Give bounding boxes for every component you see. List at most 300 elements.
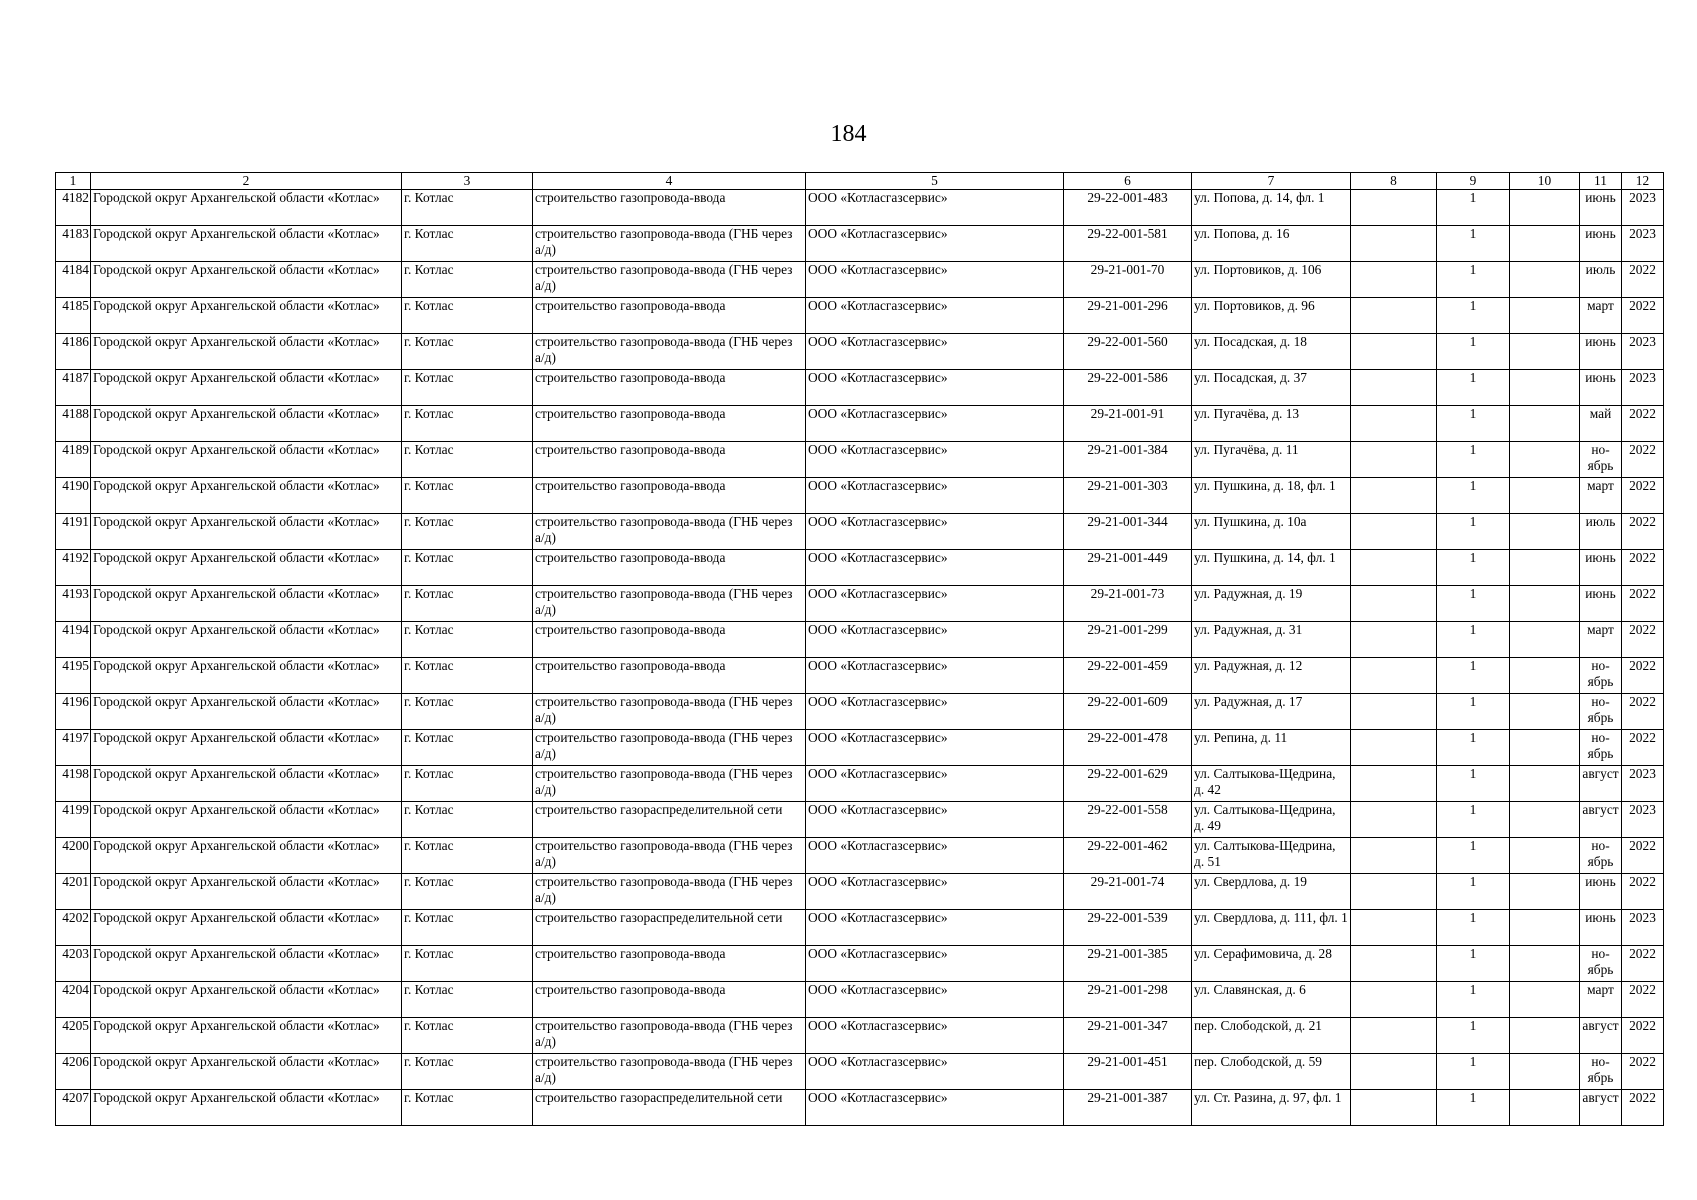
month-cell: но-ябрь <box>1580 658 1622 694</box>
column-8-cell <box>1351 370 1437 406</box>
column-8-cell <box>1351 838 1437 874</box>
district-cell: Городской округ Архангельской области «Котлас» <box>91 874 402 910</box>
column-10-cell <box>1510 550 1580 586</box>
column-8-cell <box>1351 406 1437 442</box>
column-header: 11 <box>1580 173 1622 190</box>
city-cell: г. Котлас <box>402 190 533 226</box>
column-header: 7 <box>1192 173 1351 190</box>
quantity-cell: 1 <box>1437 622 1510 658</box>
address-cell: ул. Радужная, д. 17 <box>1192 694 1351 730</box>
year-cell: 2023 <box>1622 226 1664 262</box>
organization-cell: ООО «Котласгазсервис» <box>806 298 1064 334</box>
object-code-cell: 29-22-001-560 <box>1064 334 1192 370</box>
column-8-cell <box>1351 190 1437 226</box>
address-cell: ул. Салтыкова-Щедрина, д. 49 <box>1192 802 1351 838</box>
row-number-cell: 4197 <box>56 730 91 766</box>
district-cell: Городской округ Архангельской области «Котлас» <box>91 1018 402 1054</box>
month-cell: июнь <box>1580 190 1622 226</box>
column-8-cell <box>1351 514 1437 550</box>
year-cell: 2022 <box>1622 406 1664 442</box>
column-8-cell <box>1351 622 1437 658</box>
organization-cell: ООО «Котласгазсервис» <box>806 946 1064 982</box>
table-row <box>56 982 1664 1018</box>
column-10-cell <box>1510 730 1580 766</box>
row-number-cell: 4191 <box>56 514 91 550</box>
column-10-cell <box>1510 406 1580 442</box>
column-8-cell <box>1351 478 1437 514</box>
table-row <box>56 406 1664 442</box>
row-number-cell: 4207 <box>56 1090 91 1126</box>
month-cell: июль <box>1580 262 1622 298</box>
quantity-cell: 1 <box>1437 1018 1510 1054</box>
year-cell: 2023 <box>1622 190 1664 226</box>
quantity-cell: 1 <box>1437 226 1510 262</box>
table-row <box>56 370 1664 406</box>
object-code-cell: 29-21-001-73 <box>1064 586 1192 622</box>
district-cell: Городской округ Архангельской области «Котлас» <box>91 730 402 766</box>
column-10-cell <box>1510 1090 1580 1126</box>
table-row <box>56 550 1664 586</box>
object-code-cell: 29-22-001-558 <box>1064 802 1192 838</box>
object-code-cell: 29-21-001-91 <box>1064 406 1192 442</box>
column-header: 2 <box>91 173 402 190</box>
column-header: 8 <box>1351 173 1437 190</box>
quantity-cell: 1 <box>1437 982 1510 1018</box>
organization-cell: ООО «Котласгазсервис» <box>806 370 1064 406</box>
year-cell: 2022 <box>1622 514 1664 550</box>
work-type-cell: строительство газораспределительной сети <box>533 1090 806 1126</box>
district-cell: Городской округ Архангельской области «Котлас» <box>91 550 402 586</box>
row-number-cell: 4206 <box>56 1054 91 1090</box>
district-cell: Городской округ Архангельской области «Котлас» <box>91 658 402 694</box>
work-type-cell: строительство газопровода-ввода <box>533 622 806 658</box>
address-cell: ул. Пушкина, д. 14, фл. 1 <box>1192 550 1351 586</box>
address-cell: ул. Портовиков, д. 96 <box>1192 298 1351 334</box>
district-cell: Городской округ Архангельской области «Котлас» <box>91 334 402 370</box>
table-row <box>56 802 1664 838</box>
column-header: 3 <box>402 173 533 190</box>
column-10-cell <box>1510 586 1580 622</box>
quantity-cell: 1 <box>1437 838 1510 874</box>
column-header: 10 <box>1510 173 1580 190</box>
district-cell: Городской округ Архангельской области «Котлас» <box>91 694 402 730</box>
column-8-cell <box>1351 550 1437 586</box>
month-cell: июнь <box>1580 334 1622 370</box>
month-cell: но-ябрь <box>1580 694 1622 730</box>
row-number-cell: 4203 <box>56 946 91 982</box>
column-8-cell <box>1351 1090 1437 1126</box>
organization-cell: ООО «Котласгазсервис» <box>806 514 1064 550</box>
month-cell: но-ябрь <box>1580 730 1622 766</box>
quantity-cell: 1 <box>1437 442 1510 478</box>
work-type-cell: строительство газораспределительной сети <box>533 802 806 838</box>
work-type-cell: строительство газопровода-ввода <box>533 442 806 478</box>
city-cell: г. Котлас <box>402 442 533 478</box>
column-10-cell <box>1510 694 1580 730</box>
table-body <box>56 190 1664 1126</box>
object-code-cell: 29-22-001-581 <box>1064 226 1192 262</box>
column-10-cell <box>1510 226 1580 262</box>
object-code-cell: 29-21-001-296 <box>1064 298 1192 334</box>
table-row <box>56 730 1664 766</box>
organization-cell: ООО «Котласгазсервис» <box>806 478 1064 514</box>
organization-cell: ООО «Котласгазсервис» <box>806 586 1064 622</box>
column-8-cell <box>1351 1018 1437 1054</box>
column-header: 6 <box>1064 173 1192 190</box>
city-cell: г. Котлас <box>402 802 533 838</box>
object-code-cell: 29-21-001-384 <box>1064 442 1192 478</box>
district-cell: Городской округ Архангельской области «Котлас» <box>91 838 402 874</box>
district-cell: Городской округ Архангельской области «Котлас» <box>91 370 402 406</box>
month-cell: март <box>1580 622 1622 658</box>
work-type-cell: строительство газопровода-ввода (ГНБ через а/д) <box>533 514 806 550</box>
address-cell: ул. Пушкина, д. 10а <box>1192 514 1351 550</box>
city-cell: г. Котлас <box>402 226 533 262</box>
quantity-cell: 1 <box>1437 1090 1510 1126</box>
address-cell: ул. Ст. Разина, д. 97, фл. 1 <box>1192 1090 1351 1126</box>
year-cell: 2022 <box>1622 838 1664 874</box>
city-cell: г. Котлас <box>402 586 533 622</box>
work-type-cell: строительство газопровода-ввода <box>533 946 806 982</box>
column-8-cell <box>1351 766 1437 802</box>
organization-cell: ООО «Котласгазсервис» <box>806 838 1064 874</box>
organization-cell: ООО «Котласгазсервис» <box>806 874 1064 910</box>
column-10-cell <box>1510 334 1580 370</box>
organization-cell: ООО «Котласгазсервис» <box>806 190 1064 226</box>
object-code-cell: 29-21-001-303 <box>1064 478 1192 514</box>
object-code-cell: 29-22-001-629 <box>1064 766 1192 802</box>
district-cell: Городской округ Архангельской области «Котлас» <box>91 802 402 838</box>
table-row <box>56 514 1664 550</box>
column-8-cell <box>1351 730 1437 766</box>
month-cell: но-ябрь <box>1580 946 1622 982</box>
column-10-cell <box>1510 910 1580 946</box>
column-10-cell <box>1510 1054 1580 1090</box>
organization-cell: ООО «Котласгазсервис» <box>806 802 1064 838</box>
address-cell: ул. Славянская, д. 6 <box>1192 982 1351 1018</box>
work-type-cell: строительство газопровода-ввода (ГНБ через а/д) <box>533 1018 806 1054</box>
work-type-cell: строительство газопровода-ввода (ГНБ через а/д) <box>533 226 806 262</box>
organization-cell: ООО «Котласгазсервис» <box>806 550 1064 586</box>
month-cell: июль <box>1580 514 1622 550</box>
column-8-cell <box>1351 334 1437 370</box>
address-cell: ул. Свердлова, д. 111, фл. 1 <box>1192 910 1351 946</box>
year-cell: 2022 <box>1622 586 1664 622</box>
district-cell: Городской округ Архангельской области «Котлас» <box>91 442 402 478</box>
district-cell: Городской округ Архангельской области «Котлас» <box>91 946 402 982</box>
organization-cell: ООО «Котласгазсервис» <box>806 262 1064 298</box>
row-number-cell: 4200 <box>56 838 91 874</box>
work-type-cell: строительство газопровода-ввода (ГНБ через а/д) <box>533 838 806 874</box>
address-cell: ул. Салтыкова-Щедрина, д. 42 <box>1192 766 1351 802</box>
row-number-cell: 4193 <box>56 586 91 622</box>
year-cell: 2022 <box>1622 478 1664 514</box>
object-code-cell: 29-21-001-385 <box>1064 946 1192 982</box>
address-cell: ул. Радужная, д. 12 <box>1192 658 1351 694</box>
row-number-cell: 4202 <box>56 910 91 946</box>
organization-cell: ООО «Котласгазсервис» <box>806 694 1064 730</box>
year-cell: 2023 <box>1622 334 1664 370</box>
address-cell: ул. Попова, д. 14, фл. 1 <box>1192 190 1351 226</box>
table-row <box>56 442 1664 478</box>
work-type-cell: строительство газопровода-ввода <box>533 406 806 442</box>
district-cell: Городской округ Архангельской области «Котлас» <box>91 586 402 622</box>
object-code-cell: 29-22-001-539 <box>1064 910 1192 946</box>
district-cell: Городской округ Архангельской области «Котлас» <box>91 622 402 658</box>
address-cell: ул. Салтыкова-Щедрина, д. 51 <box>1192 838 1351 874</box>
row-number-cell: 4194 <box>56 622 91 658</box>
address-cell: пер. Слободской, д. 59 <box>1192 1054 1351 1090</box>
table-row <box>56 694 1664 730</box>
district-cell: Городской округ Архангельской области «Котлас» <box>91 226 402 262</box>
month-cell: июнь <box>1580 586 1622 622</box>
year-cell: 2022 <box>1622 550 1664 586</box>
district-cell: Городской округ Архангельской области «Котлас» <box>91 406 402 442</box>
district-cell: Городской округ Архангельской области «Котлас» <box>91 910 402 946</box>
column-10-cell <box>1510 946 1580 982</box>
column-8-cell <box>1351 802 1437 838</box>
work-type-cell: строительство газопровода-ввода (ГНБ через а/д) <box>533 334 806 370</box>
city-cell: г. Котлас <box>402 838 533 874</box>
organization-cell: ООО «Котласгазсервис» <box>806 1054 1064 1090</box>
column-8-cell <box>1351 442 1437 478</box>
quantity-cell: 1 <box>1437 190 1510 226</box>
district-cell: Городской округ Архангельской области «Котлас» <box>91 982 402 1018</box>
organization-cell: ООО «Котласгазсервис» <box>806 406 1064 442</box>
city-cell: г. Котлас <box>402 910 533 946</box>
city-cell: г. Котлас <box>402 478 533 514</box>
city-cell: г. Котлас <box>402 1054 533 1090</box>
month-cell: март <box>1580 982 1622 1018</box>
table-row <box>56 478 1664 514</box>
object-code-cell: 29-22-001-586 <box>1064 370 1192 406</box>
column-10-cell <box>1510 298 1580 334</box>
city-cell: г. Котлас <box>402 370 533 406</box>
quantity-cell: 1 <box>1437 334 1510 370</box>
column-8-cell <box>1351 874 1437 910</box>
row-number-cell: 4182 <box>56 190 91 226</box>
address-cell: ул. Посадская, д. 18 <box>1192 334 1351 370</box>
year-cell: 2022 <box>1622 298 1664 334</box>
column-8-cell <box>1351 586 1437 622</box>
city-cell: г. Котлас <box>402 766 533 802</box>
city-cell: г. Котлас <box>402 874 533 910</box>
year-cell: 2022 <box>1622 874 1664 910</box>
row-number-cell: 4190 <box>56 478 91 514</box>
district-cell: Городской округ Архангельской области «Котлас» <box>91 766 402 802</box>
address-cell: ул. Посадская, д. 37 <box>1192 370 1351 406</box>
row-number-cell: 4205 <box>56 1018 91 1054</box>
row-number-cell: 4199 <box>56 802 91 838</box>
column-10-cell <box>1510 658 1580 694</box>
month-cell: но-ябрь <box>1580 1054 1622 1090</box>
city-cell: г. Котлас <box>402 946 533 982</box>
column-header: 4 <box>533 173 806 190</box>
column-header: 1 <box>56 173 91 190</box>
column-8-cell <box>1351 946 1437 982</box>
table-row <box>56 262 1664 298</box>
month-cell: июнь <box>1580 370 1622 406</box>
column-header: 5 <box>806 173 1064 190</box>
district-cell: Городской округ Архангельской области «Котлас» <box>91 1090 402 1126</box>
quantity-cell: 1 <box>1437 262 1510 298</box>
quantity-cell: 1 <box>1437 802 1510 838</box>
object-code-cell: 29-21-001-387 <box>1064 1090 1192 1126</box>
table-row <box>56 1090 1664 1126</box>
work-type-cell: строительство газопровода-ввода (ГНБ через а/д) <box>533 730 806 766</box>
column-8-cell <box>1351 1054 1437 1090</box>
quantity-cell: 1 <box>1437 658 1510 694</box>
column-10-cell <box>1510 262 1580 298</box>
table-row <box>56 1018 1664 1054</box>
city-cell: г. Котлас <box>402 298 533 334</box>
column-10-cell <box>1510 478 1580 514</box>
row-number-cell: 4184 <box>56 262 91 298</box>
table-row <box>56 334 1664 370</box>
address-cell: ул. Свердлова, д. 19 <box>1192 874 1351 910</box>
object-code-cell: 29-22-001-609 <box>1064 694 1192 730</box>
quantity-cell: 1 <box>1437 766 1510 802</box>
year-cell: 2022 <box>1622 262 1664 298</box>
year-cell: 2023 <box>1622 910 1664 946</box>
object-code-cell: 29-22-001-483 <box>1064 190 1192 226</box>
district-cell: Городской округ Архангельской области «Котлас» <box>91 1054 402 1090</box>
object-code-cell: 29-21-001-344 <box>1064 514 1192 550</box>
city-cell: г. Котлас <box>402 658 533 694</box>
object-code-cell: 29-22-001-478 <box>1064 730 1192 766</box>
column-10-cell <box>1510 874 1580 910</box>
column-10-cell <box>1510 838 1580 874</box>
quantity-cell: 1 <box>1437 586 1510 622</box>
city-cell: г. Котлас <box>402 622 533 658</box>
row-number-cell: 4201 <box>56 874 91 910</box>
month-cell: август <box>1580 1090 1622 1126</box>
year-cell: 2022 <box>1622 694 1664 730</box>
month-cell: август <box>1580 802 1622 838</box>
column-10-cell <box>1510 514 1580 550</box>
city-cell: г. Котлас <box>402 1090 533 1126</box>
month-cell: но-ябрь <box>1580 838 1622 874</box>
organization-cell: ООО «Котласгазсервис» <box>806 442 1064 478</box>
organization-cell: ООО «Котласгазсервис» <box>806 334 1064 370</box>
organization-cell: ООО «Котласгазсервис» <box>806 766 1064 802</box>
row-number-cell: 4196 <box>56 694 91 730</box>
row-number-cell: 4204 <box>56 982 91 1018</box>
year-cell: 2023 <box>1622 766 1664 802</box>
year-cell: 2022 <box>1622 1018 1664 1054</box>
year-cell: 2023 <box>1622 370 1664 406</box>
city-cell: г. Котлас <box>402 982 533 1018</box>
header-row <box>56 173 1664 190</box>
object-code-cell: 29-21-001-70 <box>1064 262 1192 298</box>
address-cell: ул. Пугачёва, д. 13 <box>1192 406 1351 442</box>
organization-cell: ООО «Котласгазсервис» <box>806 658 1064 694</box>
column-10-cell <box>1510 766 1580 802</box>
object-code-cell: 29-21-001-298 <box>1064 982 1192 1018</box>
column-10-cell <box>1510 1018 1580 1054</box>
address-cell: пер. Слободской, д. 21 <box>1192 1018 1351 1054</box>
column-8-cell <box>1351 658 1437 694</box>
city-cell: г. Котлас <box>402 262 533 298</box>
city-cell: г. Котлас <box>402 334 533 370</box>
row-number-cell: 4186 <box>56 334 91 370</box>
address-cell: ул. Радужная, д. 31 <box>1192 622 1351 658</box>
row-number-cell: 4198 <box>56 766 91 802</box>
work-type-cell: строительство газораспределительной сети <box>533 910 806 946</box>
quantity-cell: 1 <box>1437 730 1510 766</box>
column-8-cell <box>1351 262 1437 298</box>
quantity-cell: 1 <box>1437 514 1510 550</box>
column-header: 12 <box>1622 173 1664 190</box>
city-cell: г. Котлас <box>402 694 533 730</box>
quantity-cell: 1 <box>1437 370 1510 406</box>
work-type-cell: строительство газопровода-ввода <box>533 298 806 334</box>
city-cell: г. Котлас <box>402 1018 533 1054</box>
month-cell: март <box>1580 478 1622 514</box>
month-cell: июнь <box>1580 226 1622 262</box>
table-row <box>56 766 1664 802</box>
month-cell: август <box>1580 766 1622 802</box>
table-row <box>56 622 1664 658</box>
month-cell: но-ябрь <box>1580 442 1622 478</box>
year-cell: 2022 <box>1622 982 1664 1018</box>
city-cell: г. Котлас <box>402 730 533 766</box>
object-code-cell: 29-21-001-449 <box>1064 550 1192 586</box>
quantity-cell: 1 <box>1437 874 1510 910</box>
month-cell: май <box>1580 406 1622 442</box>
year-cell: 2022 <box>1622 946 1664 982</box>
column-8-cell <box>1351 910 1437 946</box>
district-cell: Городской округ Архангельской области «Котлас» <box>91 298 402 334</box>
organization-cell: ООО «Котласгазсервис» <box>806 622 1064 658</box>
table-row <box>56 946 1664 982</box>
year-cell: 2022 <box>1622 442 1664 478</box>
row-number-cell: 4188 <box>56 406 91 442</box>
row-number-cell: 4189 <box>56 442 91 478</box>
column-8-cell <box>1351 694 1437 730</box>
city-cell: г. Котлас <box>402 514 533 550</box>
row-number-cell: 4183 <box>56 226 91 262</box>
column-10-cell <box>1510 622 1580 658</box>
table-row <box>56 658 1664 694</box>
organization-cell: ООО «Котласгазсервис» <box>806 910 1064 946</box>
column-8-cell <box>1351 226 1437 262</box>
page-number: 184 <box>830 121 867 147</box>
object-code-cell: 29-22-001-462 <box>1064 838 1192 874</box>
table-row <box>56 586 1664 622</box>
column-10-cell <box>1510 442 1580 478</box>
register-table <box>55 172 1664 1126</box>
work-type-cell: строительство газопровода-ввода <box>533 982 806 1018</box>
address-cell: ул. Портовиков, д. 106 <box>1192 262 1351 298</box>
year-cell: 2022 <box>1622 730 1664 766</box>
work-type-cell: строительство газопровода-ввода <box>533 658 806 694</box>
table-row <box>56 190 1664 226</box>
object-code-cell: 29-21-001-299 <box>1064 622 1192 658</box>
column-header: 9 <box>1437 173 1510 190</box>
quantity-cell: 1 <box>1437 910 1510 946</box>
month-cell: август <box>1580 1018 1622 1054</box>
city-cell: г. Котлас <box>402 550 533 586</box>
quantity-cell: 1 <box>1437 478 1510 514</box>
city-cell: г. Котлас <box>402 406 533 442</box>
object-code-cell: 29-21-001-451 <box>1064 1054 1192 1090</box>
work-type-cell: строительство газопровода-ввода <box>533 478 806 514</box>
month-cell: июнь <box>1580 550 1622 586</box>
table-row <box>56 226 1664 262</box>
work-type-cell: строительство газопровода-ввода <box>533 190 806 226</box>
address-cell: ул. Пугачёва, д. 11 <box>1192 442 1351 478</box>
